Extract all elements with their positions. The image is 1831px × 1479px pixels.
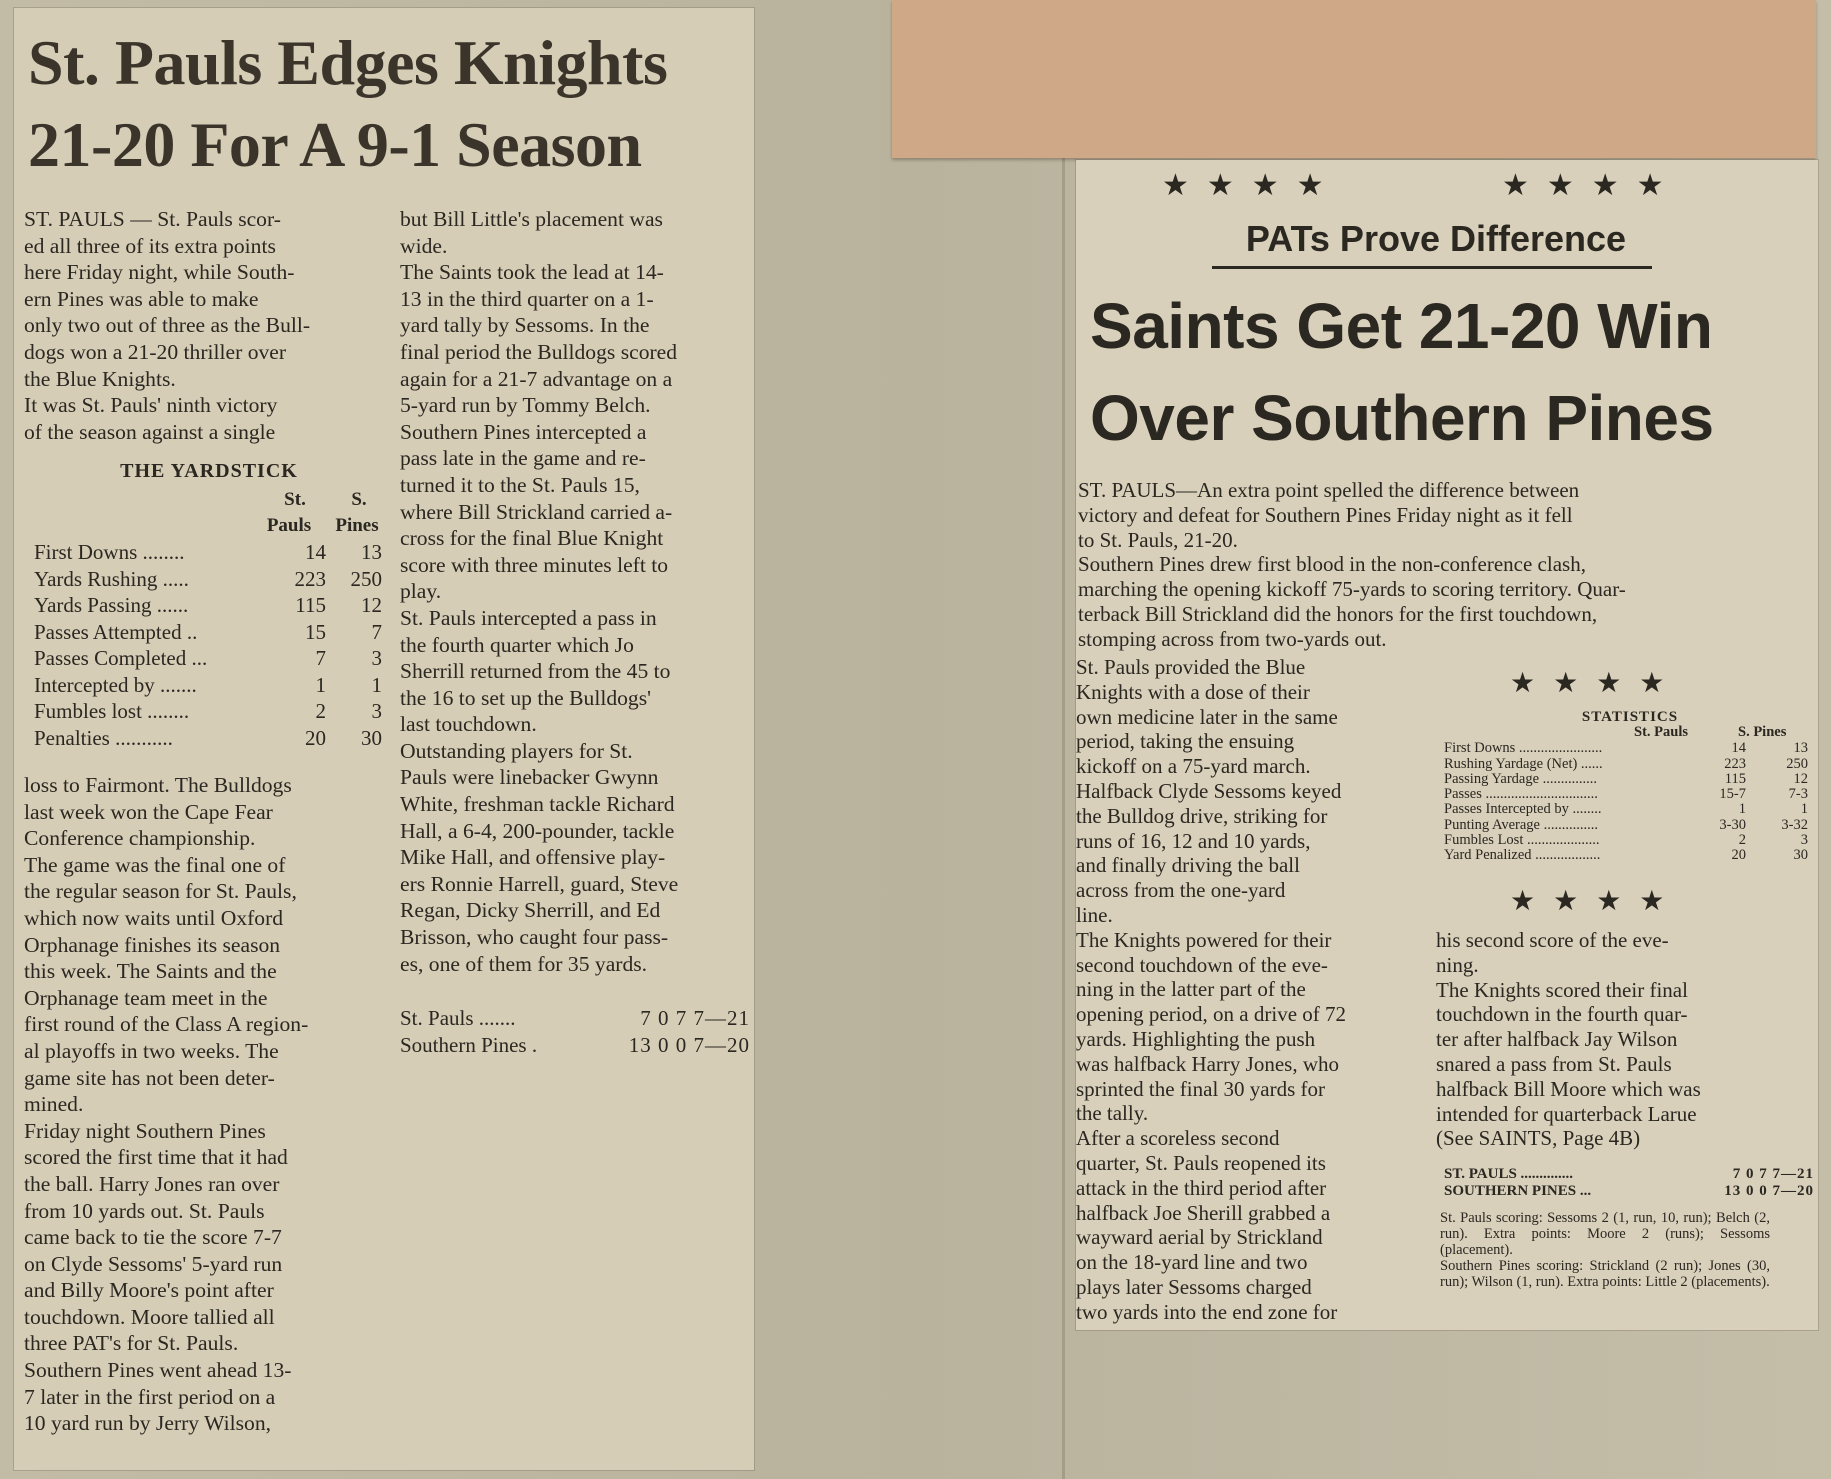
score-team: St. Pauls ....... — [400, 1006, 516, 1030]
yardstick-header — [34, 487, 384, 539]
stars-top-left: ★★★★ — [1162, 168, 1342, 203]
stat-value-st-pauls: 223 — [294, 566, 326, 591]
stat-label: First Downs ....................... — [1444, 740, 1603, 757]
stat-value-southern-pines: 3 — [371, 646, 382, 670]
score-row-st-pauls — [1444, 1166, 1816, 1183]
right-col1: St. Pauls provided the Blue Knights with a dose of their own medicine later in the same period, taking the ensuing kickoff on a 75-yard march. Halfback Clyde Sessoms keyed the Bulldog drive, striking for runs of 16, 12 and 10 yards, and finally driving the ball across from the one-yard line. The Knights powered for their second touchdown of the eve- ning in the latter part of the opening period, on a drive of 72 yards. Highlighting the push was halfback Harry Jones, who sprinted the final 30 yards for the tally. After a scoreless second quarter, St. Pauls reopened its attack in the third period after halfback Joe Sherill grabbed a wayward aerial by Strickland on the 18-yard line and two plays later Sessoms charged two yards into the end zone for — [1076, 655, 1347, 1324]
stat-row — [1444, 757, 1816, 772]
header-pauls: Pauls — [266, 515, 312, 536]
kicker-rule — [1212, 266, 1652, 269]
stat-label: Penalties ........... — [34, 725, 173, 750]
stat-row — [34, 619, 384, 646]
stat-row — [34, 725, 384, 752]
stat-value-southern-pines: 13 — [361, 540, 382, 564]
stat-value-southern-pines: 3-32 — [1781, 816, 1808, 833]
stat-value-southern-pines: 7 — [371, 619, 382, 644]
stat-row — [34, 698, 384, 725]
score-team: SOUTHERN PINES ... — [1444, 1182, 1592, 1199]
stat-value-southern-pines: 12 — [1793, 770, 1808, 787]
score-quarters: 7 0 7 7—21 — [1732, 1166, 1814, 1182]
stat-label: Yard Penalized .................. — [1444, 847, 1601, 864]
stat-row — [1444, 833, 1816, 848]
right-scoreboard — [1444, 1166, 1816, 1199]
stat-label: Fumbles lost ........ — [34, 699, 190, 723]
left-col1-top: ST. PAULS — St. Pauls scor- ed all three of its extra points here Friday night, while South- ern Pines was able to make only two out of three as the Bull- dogs won a 21-20 thriller over the Blue Knights. It was St. Pauls' ninth victory of the season against a single — [24, 207, 311, 444]
stat-value-st-pauls: 7 — [315, 646, 326, 670]
right-lead: ST. PAULS—An extra point spelled the difference between victory and defeat for Southern Pines Friday night as it fell to St. Pauls, 21-20. Southern Pines drew first blood in the non-conference clash, marching the opening kickoff 75-yards to scoring territory. Quar- terback Bill Strickland did the honors for the first touchdown, stomping across from two-yards out. — [1078, 478, 1626, 651]
score-row-st-pauls — [400, 1005, 752, 1032]
stat-value-southern-pines: 30 — [1793, 847, 1808, 864]
stat-label: Yards Rushing ..... — [34, 566, 189, 591]
stat-label: Yards Passing ...... — [34, 593, 189, 617]
stat-label: Passes ............................... — [1444, 786, 1598, 803]
left-headline-line2: 21-20 For A 9-1 Season — [28, 109, 642, 180]
stat-value-southern-pines: 7-3 — [1788, 786, 1808, 803]
score-row-southern-pines — [400, 1032, 752, 1059]
statistics-rows — [1444, 741, 1816, 863]
stat-value-southern-pines: 3 — [1800, 832, 1808, 849]
stat-row — [1444, 787, 1816, 802]
yardstick-table — [34, 460, 384, 751]
score-row-southern-pines — [1444, 1183, 1816, 1200]
score-team: ST. PAULS .............. — [1444, 1166, 1574, 1182]
stat-label: Passing Yardage ............... — [1444, 770, 1598, 787]
stat-row — [34, 566, 384, 593]
scoring-summary: St. Pauls scoring: Sessoms 2 (1, run, 10, run); Belch (2, run). Extra points: Moore 2 (runs); Sessoms (placement). Southern Pines scoring: Strickland (2 run); Jones (30, run); Wilson (1, run). Extra points: Little 2 (placements). — [1440, 1210, 1770, 1290]
yardstick-rows — [34, 539, 384, 751]
stat-row — [1444, 741, 1816, 756]
stat-row — [1444, 772, 1816, 787]
statistics-title: STATISTICS — [1581, 709, 1679, 725]
stat-value-southern-pines: 1 — [1800, 801, 1808, 818]
stat-value-southern-pines: 1 — [371, 672, 382, 697]
brown-paper-tab — [892, 0, 1816, 158]
score-quarters: 13 0 0 7—20 — [1724, 1182, 1814, 1199]
score-team: Southern Pines . — [400, 1033, 538, 1057]
stat-label: Rushing Yardage (Net) ...... — [1444, 755, 1603, 772]
right-headline-line1: Saints Get 21-20 Win — [1090, 290, 1713, 362]
left-col2: but Bill Little's placement was wide. The Saints took the lead at 14- 13 in the third quarter on a 1- yard tally by Sessoms. In the final period the Bulldogs scored again for a 21-7 advantage on a 5-yard run by Tommy Belch. Southern Pines intercepted a pass late in the game and re- turned it to the St. Pauls 15, where Bill Strickland carried a- cross for the final Blue Knight score with three minutes left to play. St. Pauls intercepted a pass in the fourth quarter which Jo Sherrill returned from the 45 to the 16 to set up the Bulldogs' last touchdown. Outstanding players for St. Pauls were linebacker Gwynn White, freshman tackle Richard Hall, a 6-4, 200-pounder, tackle Mike Hall, and offensive play- ers Ronnie Harrell, guard, Steve Regan, Dicky Sherrill, and Ed Brisson, who caught four pass- es, one of them for 35 yards. — [400, 207, 679, 976]
header-pines: Pines — [335, 515, 379, 536]
header-st: St. — [284, 489, 306, 510]
stat-row — [1444, 818, 1816, 833]
stat-label: Passes Attempted .. — [34, 619, 198, 644]
statistics-table — [1444, 710, 1816, 864]
stat-row — [34, 672, 384, 699]
statistics-header — [1444, 725, 1816, 741]
stat-label: Passes Completed ... — [34, 646, 208, 670]
stat-value-st-pauls: 15 — [305, 619, 326, 644]
stat-label: First Downs ........ — [34, 540, 185, 564]
stat-value-st-pauls: 2 — [1738, 832, 1746, 849]
stat-label: Fumbles Lost .................... — [1444, 832, 1600, 849]
stat-row — [34, 539, 384, 566]
right-col2: his second score of the eve- ning. The Knights scored their final touchdown in the fourth quar- ter after halfback Jay Wilson snared a pass from St. Pauls halfback Bill Moore which was intended for quarterback Larue (See SAINTS, Page 4B) — [1436, 928, 1701, 1151]
stat-value-southern-pines: 250 — [350, 566, 382, 591]
right-headline — [1090, 280, 1818, 464]
stat-value-southern-pines: 3 — [371, 699, 382, 723]
stat-value-st-pauls: 14 — [305, 540, 326, 564]
score-quarters: 13 0 0 7—20 — [628, 1033, 750, 1057]
kicker-headline: PATs Prove Difference — [1245, 218, 1627, 259]
stat-value-st-pauls: 115 — [295, 593, 326, 617]
stat-value-st-pauls: 1 — [1738, 801, 1746, 818]
stat-value-st-pauls: 15-7 — [1719, 786, 1746, 803]
page-fold — [1062, 0, 1065, 1479]
left-col1-bottom: loss to Fairmont. The Bulldogs last week won the Cape Fear Conference championship. The game was the final one of the regular season for St. Pauls, which now waits until Oxford Orphanage finishes its season this week. The Saints and the Orphanage team meet in the first round of the Class A region- al playoffs in two weeks. The game site has not been deter- mined. Friday night Southern Pines scored the first time that it had the ball. Harry Jones ran over from 10 yards out. St. Pauls came back to tie the score 7-7 on Clyde Sessoms' 5-yard run and Billy Moore's point after touchdown. Moore tallied all three PAT's for St. Pauls. Southern Pines went ahead 13- 7 later in the first period on a 10 yard run by Jerry Wilson, — [24, 773, 309, 1436]
stat-value-st-pauls: 14 — [1731, 740, 1746, 757]
stat-value-st-pauls: 20 — [1731, 847, 1746, 864]
stars-stat-top: ★★★★ — [1510, 666, 1683, 699]
stat-value-st-pauls: 223 — [1724, 755, 1746, 772]
stars-stat-bottom: ★★★★ — [1510, 884, 1683, 917]
header-s-pines: S. Pines — [1738, 724, 1787, 741]
yardstick-title: THE YARDSTICK — [120, 460, 298, 482]
stat-value-st-pauls: 20 — [305, 725, 326, 750]
stat-label: Intercepted by ....... — [34, 672, 197, 697]
header-s: S. — [351, 489, 367, 510]
stat-label: Punting Average ............... — [1444, 816, 1598, 833]
left-headline — [28, 22, 748, 186]
stat-label: Passes Intercepted by ........ — [1444, 801, 1602, 818]
header-st-pauls: St. Pauls — [1634, 724, 1688, 741]
stat-value-southern-pines: 30 — [361, 725, 382, 750]
stat-value-st-pauls: 2 — [315, 699, 326, 723]
stat-value-st-pauls: 3-30 — [1719, 816, 1746, 833]
right-headline-line2: Over Southern Pines — [1090, 382, 1714, 454]
score-quarters: 7 0 7 7—21 — [640, 1006, 750, 1030]
stat-value-southern-pines: 250 — [1786, 755, 1808, 772]
stat-value-southern-pines: 12 — [361, 593, 382, 617]
stat-row — [1444, 848, 1816, 863]
stat-value-st-pauls: 1 — [315, 672, 326, 697]
stat-value-southern-pines: 13 — [1793, 740, 1808, 757]
stars-top-right: ★★★★ — [1502, 168, 1682, 203]
stat-value-st-pauls: 115 — [1724, 770, 1746, 787]
stat-row — [1444, 802, 1816, 817]
left-scoreboard — [400, 1005, 752, 1059]
left-headline-line1: St. Pauls Edges Knights — [28, 27, 668, 98]
stat-row — [34, 592, 384, 619]
stat-row — [34, 645, 384, 672]
